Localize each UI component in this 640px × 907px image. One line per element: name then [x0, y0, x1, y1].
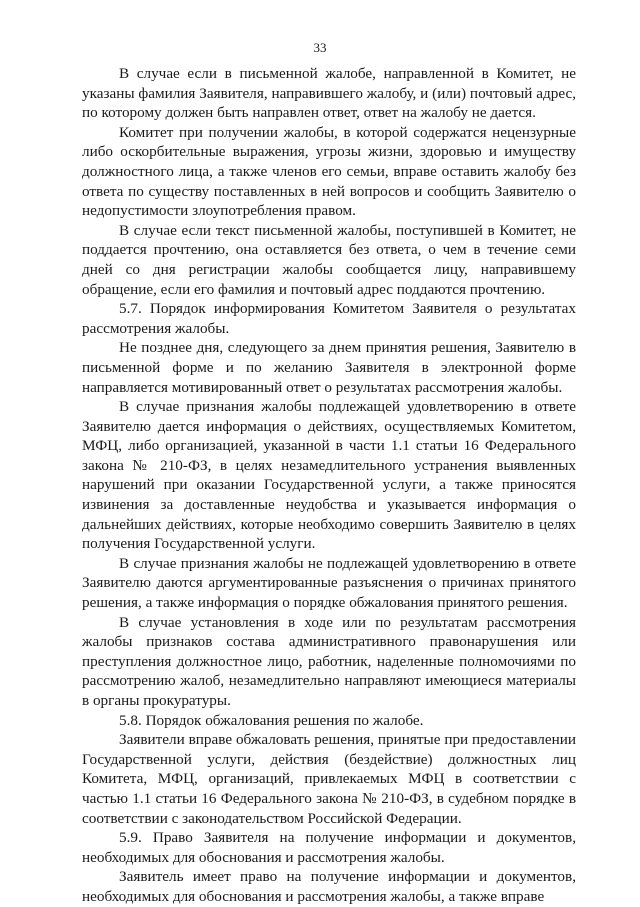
- document-body: [82, 64, 576, 907]
- paragraph-offense-detected: В случае установления в ходе или по результатам рассмотрения жалобы признаков состава административного правонарушения или преступления должностное лицо, работник, наделенные полномочиями по рассмотрению жалоб, незамедлительно направляют имеющиеся материалы в органы прокуратуры.: [82, 613, 576, 709]
- section-heading-5-9: 5.9. Право Заявителя на получение информации и документов, необходимых для обоснования и рассмотрения жалобы.: [82, 829, 576, 866]
- section-heading-5-7: 5.7. Порядок информирования Комитетом Заявителя о результатах рассмотрения жалобы.: [82, 300, 576, 337]
- page-number: 33: [313, 40, 327, 55]
- paragraph-unreadable-text: В случае если текст письменной жалобы, поступившей в Комитет, не поддается прочтению, она оставляется без ответа, о чем в течение семи дней со дня регистрации жалобы сообщается лицу, направившему обращение, если его фамилия и почтовый адрес поддаются прочтению.: [82, 221, 576, 298]
- paragraph-obscene-expressions: Комитет при получении жалобы, в которой содержатся нецензурные либо оскорбительные выражения, угрозы жизни, здоровью и имуществу должностного лица, а также членов его семьи, вправе оставить жалобу без ответа по существу поставленных в ней вопросов и сообщить Заявителю о недопустимости злоупотребления правом.: [82, 123, 576, 220]
- paragraph-right-to-information: Заявитель имеет право на получение информации и документов, необходимых для обоснования и рассмотрения жалобы, а также вправе: [82, 868, 576, 905]
- paragraph-complaint-satisfied: В случае признания жалобы подлежащей удовлетворению в ответе Заявителю дается информация о действиях, осуществляемых Комитетом, МФЦ, либо организацией, указанной в части 1.1 статьи 16 Федерального закона № 210-ФЗ, в целях незамедлительного устранения выявленных нарушений при оказании Государственной услуги, а также приносятся извинения за доставленные неудобства и указывается информация о дальнейших действиях, которые необходимо совершить Заявителю в целях получения Государственной услуги.: [82, 398, 576, 553]
- paragraph-judicial-appeal: Заявители вправе обжаловать решения, принятые при предоставлении Государственной услуги, действия (бездействие) должностных лиц Комитета, МФЦ, организаций, привлекаемых МФЦ в соответствии с частью 1.1 статьи 16 Федерального закона № 210-ФЗ, в судебном порядке в соответствии с законодательством Российской Федерации.: [82, 731, 576, 827]
- paragraph-no-name-or-address: В случае если в письменной жалобе, направленной в Комитет, не указаны фамилия Заявителя, направившего жалобу, и (или) почтовый адрес, по которому должен быть направлен ответ, ответ на жалобу не дается.: [82, 65, 576, 122]
- paragraph-complaint-rejected: В случае признания жалобы не подлежащей удовлетворению в ответе Заявителю даются аргументированные разъяснения о причинах принятого решения, а также информация о порядке обжалования принятого решения.: [82, 554, 576, 612]
- paragraph-response-deadline: Не позднее дня, следующего за днем принятия решения, Заявителю в письменной форме и по желанию Заявителя в электронной форме направляется мотивированный ответ о результатах рассмотрения жалобы.: [82, 339, 576, 396]
- section-heading-5-8: 5.8. Порядок обжалования решения по жалобе.: [119, 711, 424, 729]
